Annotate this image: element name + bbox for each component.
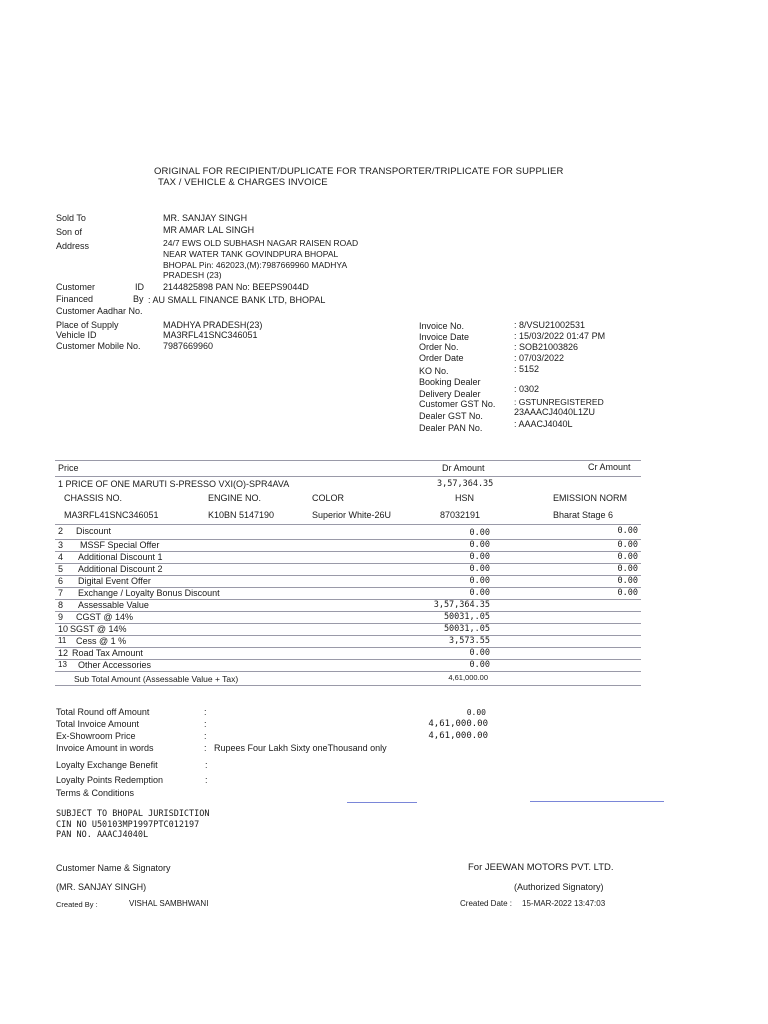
row-number: 2 bbox=[58, 526, 64, 536]
row-dr-amount: 3,57,364.35 bbox=[433, 600, 490, 610]
row-dr-amount: 0.00 bbox=[469, 648, 490, 658]
engine-header: ENGINE NO. bbox=[208, 493, 262, 503]
loyalty-exchange-colon: : bbox=[205, 760, 208, 770]
row-cr-amount: 0.00 bbox=[617, 576, 638, 586]
financed-by-value: : AU SMALL FINANCE BANK LTD, BHOPAL bbox=[148, 295, 326, 305]
row-description: Additional Discount 2 bbox=[78, 564, 163, 574]
row-dr-amount: 0.00 bbox=[469, 588, 490, 598]
sold-to-value: MR. SANJAY SINGH bbox=[163, 213, 248, 223]
son-of-value: MR AMAR LAL SINGH bbox=[163, 225, 255, 235]
price-header: Price bbox=[58, 463, 79, 473]
vehicle-id-label: Vehicle ID bbox=[56, 330, 97, 340]
row-description: MSSF Special Offer bbox=[80, 540, 160, 550]
hsn-value: 87032191 bbox=[440, 510, 481, 520]
order-no-value: : SOB21003826 bbox=[514, 342, 579, 352]
mobile-label: Customer Mobile No. bbox=[56, 341, 141, 351]
booking-dealer-label: Booking Dealer bbox=[419, 377, 481, 387]
row-number: 6 bbox=[58, 576, 64, 586]
dealer-pan-label: Dealer PAN No. bbox=[419, 423, 483, 433]
row-description: Other Accessories bbox=[78, 660, 152, 670]
address-label: Address bbox=[56, 241, 90, 251]
row-number: 8 bbox=[58, 600, 64, 610]
customer-id-value: 2144825898 PAN No: BEEPS9044D bbox=[163, 282, 309, 292]
row-dr-amount: 0.00 bbox=[469, 660, 490, 670]
ex-showroom-label: Ex-Showroom Price bbox=[56, 731, 136, 741]
jurisdiction-note: SUBJECT TO BHOPAL JURISDICTION bbox=[56, 809, 210, 819]
row-description: Additional Discount 1 bbox=[78, 552, 163, 562]
dealer-pan-value: : AAACJ4040L bbox=[514, 419, 573, 429]
row-description: Road Tax Amount bbox=[72, 648, 143, 658]
item-description: 1 PRICE OF ONE MARUTI S-PRESSO VXI(O)-SPR4AVA bbox=[58, 479, 290, 489]
row-number: 11 bbox=[58, 636, 67, 645]
place-of-supply-value: MADHYA PRADESH(23) bbox=[163, 320, 263, 330]
amount-words-value: Rupees Four Lakh Sixty oneThousand only bbox=[214, 743, 387, 753]
round-off-value: 0.00 bbox=[466, 708, 486, 717]
row-description: Digital Event Offer bbox=[78, 576, 151, 586]
created-date-value: 15-MAR-2022 13:47:03 bbox=[522, 899, 606, 908]
row-divider bbox=[55, 611, 641, 612]
ex-showroom-value: 4,61,000.00 bbox=[428, 731, 488, 741]
cr-amount-header: Cr Amount bbox=[588, 462, 631, 472]
emission-value: Bharat Stage 6 bbox=[553, 510, 614, 520]
row-number: 13 bbox=[58, 660, 67, 669]
order-no-label: Order No. bbox=[419, 342, 459, 352]
created-by-value: VISHAL SAMBHWANI bbox=[129, 899, 209, 908]
signature-rule bbox=[347, 802, 417, 803]
mobile-value: 7987669960 bbox=[163, 341, 214, 351]
row-number: 9 bbox=[58, 612, 64, 622]
ko-no-label: KO No. bbox=[419, 366, 449, 376]
chassis-value: MA3RFL41SNC346051 bbox=[64, 510, 159, 520]
row-dr-amount: 0.00 bbox=[469, 576, 490, 586]
customer-signatory-name: (MR. SANJAY SINGH) bbox=[56, 882, 147, 892]
emission-header: EMISSION NORM bbox=[553, 493, 628, 503]
row-number: 4 bbox=[58, 552, 64, 562]
son-of-label: Son of bbox=[56, 227, 83, 237]
dealer-gst-value: 23AAACJ4040L1ZU bbox=[514, 407, 596, 417]
created-date-label: Created Date : bbox=[460, 899, 513, 908]
row-dr-amount: 50031,.05 bbox=[443, 624, 490, 634]
engine-value: K10BN 5147190 bbox=[208, 510, 275, 520]
delivery-dealer-label: Delivery Dealer bbox=[419, 389, 481, 399]
address-line-2: NEAR WATER TANK GOVINDPURA BHOPAL bbox=[163, 249, 339, 259]
row-dr-amount: 50031,.05 bbox=[443, 612, 490, 622]
table-header-rule bbox=[55, 476, 641, 477]
company-pan: PAN NO. AAACJ4040L bbox=[56, 830, 149, 840]
row-description: Assessable Value bbox=[78, 600, 149, 610]
row-number: 7 bbox=[58, 588, 64, 598]
chassis-header: CHASSIS NO. bbox=[64, 493, 123, 503]
color-value: Superior White-26U bbox=[312, 510, 392, 520]
table-top-rule bbox=[55, 460, 641, 461]
order-date-value: : 07/03/2022 bbox=[514, 353, 565, 363]
row-divider bbox=[55, 671, 641, 672]
row-description: Discount bbox=[76, 526, 112, 536]
row-number: 5 bbox=[58, 564, 64, 574]
row-description: Cess @ 1 % bbox=[76, 636, 127, 646]
cin-number: CIN NO U50103MP1997PTC012197 bbox=[56, 820, 200, 830]
subtotal-label: Sub Total Amount (Assessable Value + Tax) bbox=[74, 674, 239, 684]
row-description: CGST @ 14% bbox=[76, 612, 133, 622]
customer-signatory-label: Customer Name & Signatory bbox=[56, 863, 171, 873]
address-line-1: 24/7 EWS OLD SUBHASH NAGAR RAISEN ROAD bbox=[163, 238, 359, 248]
total-invoice-colon: : bbox=[204, 719, 207, 729]
dealer-gst-label: Dealer GST No. bbox=[419, 411, 483, 421]
round-off-label: Total Round off Amount bbox=[56, 707, 150, 717]
invoice-type-title: TAX / VEHICLE & CHARGES INVOICE bbox=[158, 177, 328, 188]
invoice-no-label: Invoice No. bbox=[419, 321, 465, 331]
customer-gst-value: : GSTUNREGISTERED bbox=[514, 397, 604, 407]
amount-words-label: Invoice Amount in words bbox=[56, 743, 154, 753]
row-divider bbox=[55, 635, 641, 636]
row-dr-amount: 0.00 bbox=[469, 552, 490, 562]
charges-top-rule bbox=[55, 524, 641, 525]
invoice-no-value: : 8/VSU21002531 bbox=[514, 320, 586, 330]
address-line-3: BHOPAL Pin: 462023,(M):7987669960 MADHYA bbox=[163, 260, 348, 270]
invoice-date-label: Invoice Date bbox=[419, 332, 470, 342]
signature-rule bbox=[530, 801, 664, 802]
loyalty-exchange-label: Loyalty Exchange Benefit bbox=[56, 760, 158, 770]
table-bottom-rule bbox=[55, 685, 641, 686]
row-dr-amount: 0.00 bbox=[469, 540, 490, 550]
row-number: 10 bbox=[58, 624, 69, 634]
round-off-colon: : bbox=[204, 707, 207, 717]
row-dr-amount: 0.00 bbox=[469, 528, 490, 538]
invoice-date-value: : 15/03/2022 01:47 PM bbox=[514, 331, 606, 341]
financed-by-label: By bbox=[133, 294, 144, 304]
subtotal-value: 4,61,000.00 bbox=[448, 673, 488, 682]
aadhar-label: Customer Aadhar No. bbox=[56, 306, 143, 316]
row-description: Exchange / Loyalty Bonus Discount bbox=[78, 588, 220, 598]
customer-gst-label: Customer GST No. bbox=[419, 399, 496, 409]
authorized-signatory: (Authorized Signatory) bbox=[514, 882, 604, 892]
amount-words-colon: : bbox=[204, 743, 207, 753]
row-cr-amount: 0.00 bbox=[617, 588, 638, 598]
order-date-label: Order Date bbox=[419, 353, 464, 363]
customer-label: Customer bbox=[56, 282, 96, 292]
dealer-company-name: For JEEWAN MOTORS PVT. LTD. bbox=[468, 862, 614, 873]
row-dr-amount: 0.00 bbox=[469, 564, 490, 574]
item-amount: 3,57,364.35 bbox=[437, 479, 494, 489]
invoice-copy-header: ORIGINAL FOR RECIPIENT/DUPLICATE FOR TRANSPORTER/TRIPLICATE FOR SUPPLIER bbox=[154, 166, 564, 177]
row-dr-amount: 3,573.55 bbox=[449, 636, 490, 646]
loyalty-points-colon: : bbox=[205, 775, 208, 785]
row-number: 3 bbox=[58, 540, 64, 550]
address-line-4: PRADESH (23) bbox=[163, 270, 222, 280]
sold-to-label: Sold To bbox=[56, 213, 86, 223]
hsn-header: HSN bbox=[455, 493, 475, 503]
dr-amount-header: Dr Amount bbox=[442, 463, 485, 473]
terms-label: Terms & Conditions bbox=[56, 788, 135, 798]
financed-label: Financed bbox=[56, 294, 94, 304]
row-cr-amount: 0.00 bbox=[617, 540, 638, 550]
place-of-supply-label: Place of Supply bbox=[56, 320, 119, 330]
row-cr-amount: 0.00 bbox=[617, 526, 638, 536]
booking-dealer-value: : 0302 bbox=[514, 384, 540, 394]
total-invoice-value: 4,61,000.00 bbox=[428, 719, 488, 729]
customer-id-label: ID bbox=[135, 282, 144, 292]
row-cr-amount: 0.00 bbox=[617, 564, 638, 574]
row-description: SGST @ 14% bbox=[70, 624, 127, 634]
vehicle-id-value: MA3RFL41SNC346051 bbox=[163, 330, 258, 340]
color-header: COLOR bbox=[312, 493, 345, 503]
ko-no-value: : 5152 bbox=[514, 364, 540, 374]
row-divider bbox=[55, 623, 641, 624]
row-cr-amount: 0.00 bbox=[617, 552, 638, 562]
loyalty-points-label: Loyalty Points Redemption bbox=[56, 775, 164, 785]
row-number: 12 bbox=[58, 648, 69, 658]
created-by-label: Created By : bbox=[56, 900, 98, 909]
total-invoice-label: Total Invoice Amount bbox=[56, 719, 140, 729]
ex-showroom-colon: : bbox=[204, 731, 207, 741]
